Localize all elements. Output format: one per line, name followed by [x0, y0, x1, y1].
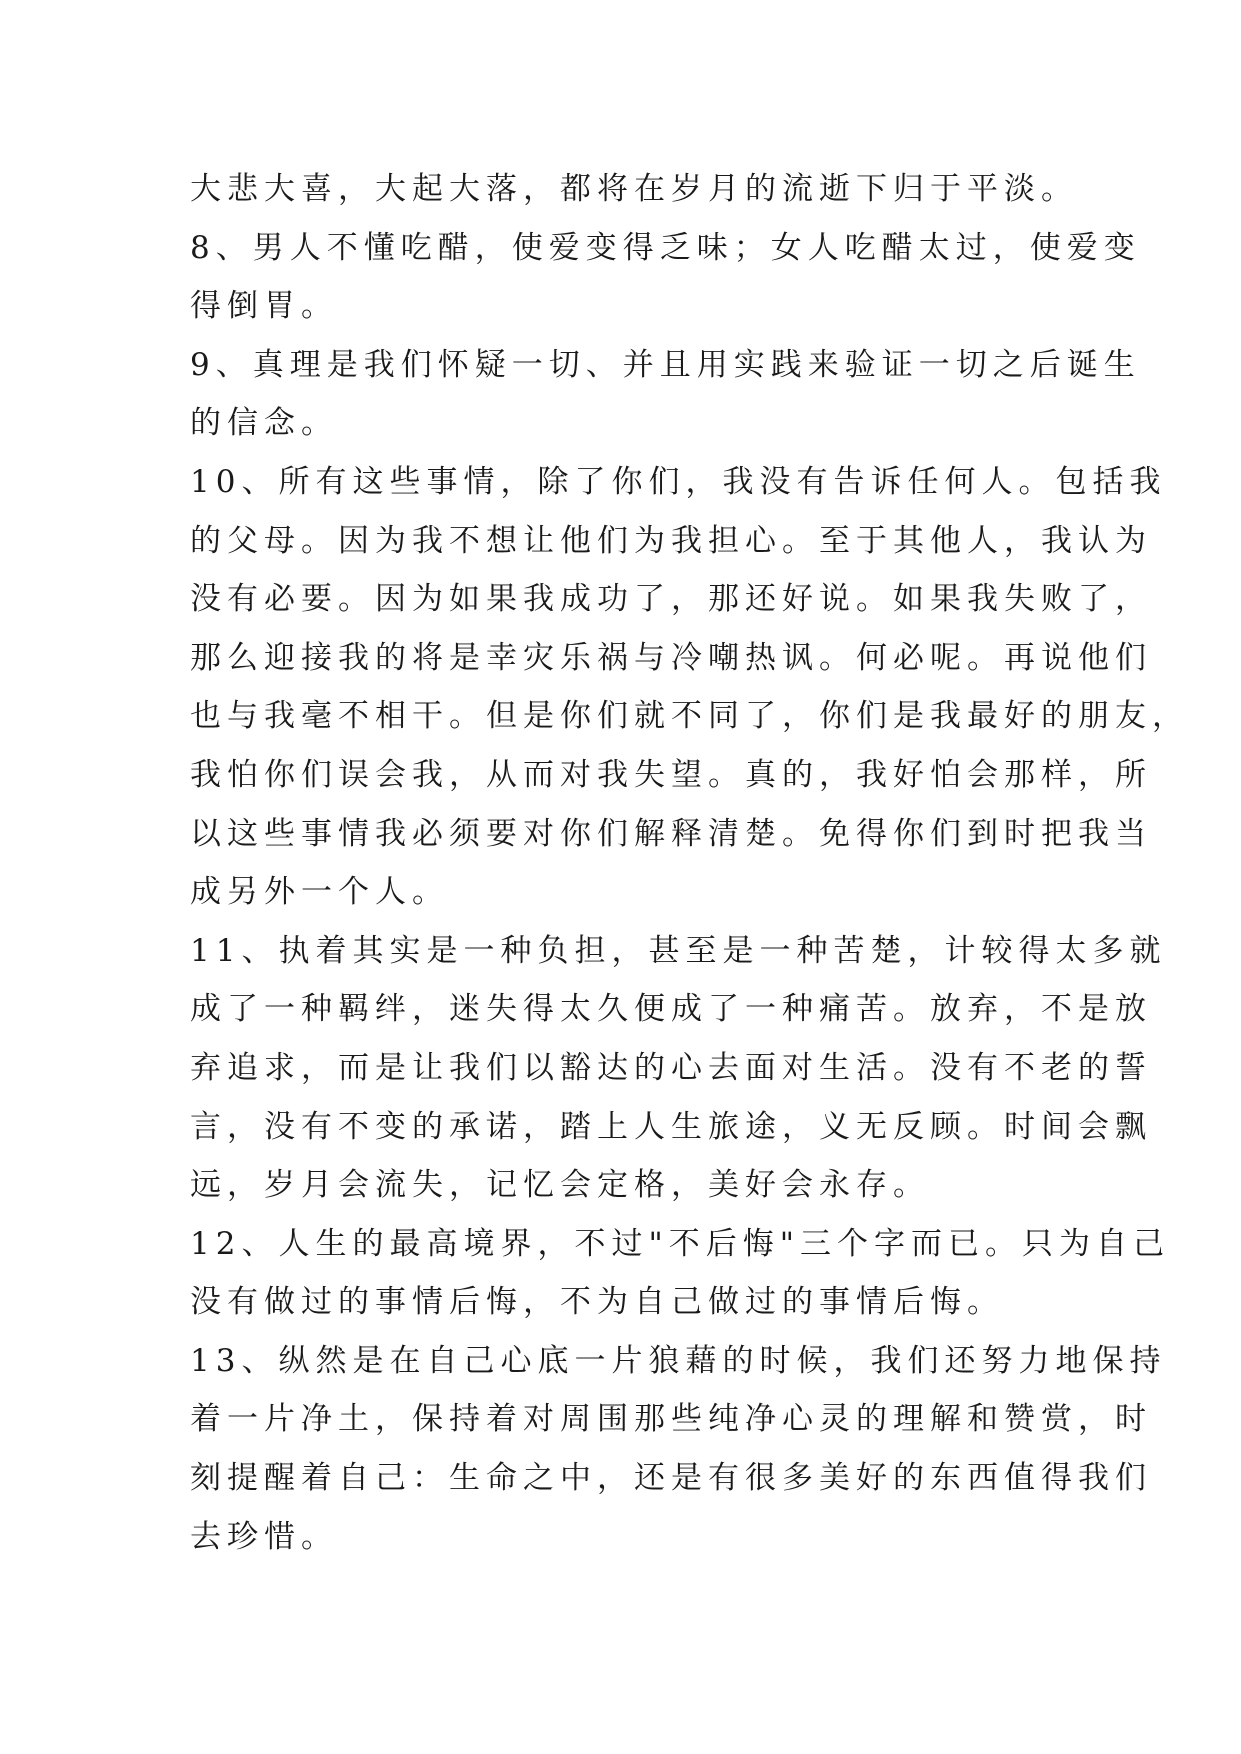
text-line: 13、纵然是在自己心底一片狼藉的时候，我们还努力地保持 — [190, 1342, 1167, 1379]
text-line: 那么迎接我的将是幸灾乐祸与冷嘲热讽。何必呢。再说他们 — [190, 639, 1152, 676]
text-line: 11、执着其实是一种负担，甚至是一种苦楚，计较得太多就 — [190, 932, 1167, 969]
text-line: 也与我毫不相干。但是你们就不同了，你们是我最好的朋友， — [190, 698, 1189, 735]
text-line: 刻提醒着自己：生命之中，还是有很多美好的东西值得我们 — [190, 1460, 1152, 1497]
text-line: 弃追求，而是让我们以豁达的心去面对生活。没有不老的誓 — [190, 1049, 1152, 1086]
text-line: 言，没有不变的承诺，踏上人生旅途，义无反顾。时间会飘 — [190, 1108, 1152, 1145]
text-line: 没有做过的事情后悔，不为自己做过的事情后悔。 — [190, 1284, 1004, 1321]
text-line: 9、真理是我们怀疑一切、并且用实践来验证一切之后诞生 — [190, 346, 1141, 383]
text-line: 我怕你们误会我，从而对我失望。真的，我好怕会那样，所 — [190, 756, 1152, 793]
text-line: 的父母。因为我不想让他们为我担心。至于其他人，我认为 — [190, 522, 1152, 559]
document-body — [190, 160, 1189, 1566]
text-line: 着一片净土，保持着对周围那些纯净心灵的理解和赞赏，时 — [190, 1401, 1152, 1438]
text-line: 成了一种羁绊，迷失得太久便成了一种痛苦。放弃，不是放 — [190, 991, 1152, 1028]
text-line: 12、人生的最高境界，不过"不后悔"三个字而已。只为自己 — [190, 1225, 1170, 1262]
text-line: 成另外一个人。 — [190, 874, 449, 911]
text-line: 的信念。 — [190, 405, 338, 442]
text-line: 10、所有这些事情，除了你们，我没有告诉任何人。包括我 — [190, 463, 1167, 500]
text-line: 以这些事情我必须要对你们解释清楚。免得你们到时把我当 — [190, 815, 1152, 852]
text-line: 去珍惜。 — [190, 1518, 338, 1555]
text-line: 没有必要。因为如果我成功了，那还好说。如果我失败了， — [190, 581, 1152, 618]
text-line: 大悲大喜，大起大落，都将在岁月的流逝下归于平淡。 — [190, 171, 1078, 207]
text-line: 8、男人不懂吃醋，使爱变得乏味；女人吃醋太过，使爱变 — [190, 229, 1141, 266]
text-line: 得倒胃。 — [190, 288, 338, 325]
text-line: 远，岁月会流失，记忆会定格，美好会永存。 — [190, 1167, 930, 1204]
